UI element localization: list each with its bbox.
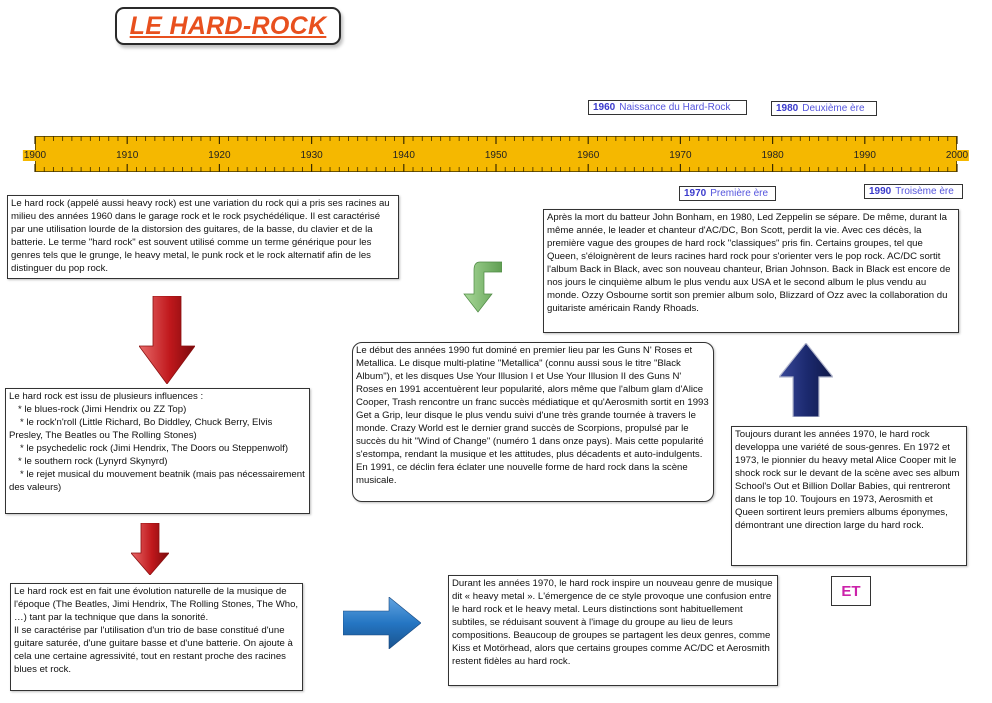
- era-label-1970: [679, 186, 776, 201]
- timeline-year-label: 1970: [669, 150, 692, 161]
- timeline-year-label: 1920: [208, 150, 231, 161]
- seventies-later-text: Toujours durant les années 1970, le hard rock developpa une variété de sous-genres. En 1972 et 1973, le pionnier du heavy metal Alice Cooper mit le shock rock sur le devant de la scène avec ses album School's Out et Billion Dollar Babies, qui rentreront dans le top 10. Toujours en 1973, Aerosmith et Queen sortirent leurs premiers albums éponymes, démontrant une direction large du hard rock.: [735, 429, 960, 532]
- timeline-year-label: 1960: [577, 150, 600, 161]
- evolution-text-p2: Il se caractérise par l'utilisation d'un trio de base constitué d'une guitare saturée, d'une guitare basse et d'une batterie. On ajoute à cela une certaine agressivité, tout en restant proche des racines blues et rock.: [14, 625, 293, 676]
- page-title: LE HARD-ROCK: [129, 11, 327, 40]
- influence-item: * le rock'n'roll (Little Richard, Bo Diddley, Chuck Berry, Elvis Presley, The Beatles ou The Rolling Stones): [9, 417, 273, 442]
- timeline-year-label: 2000: [945, 150, 969, 161]
- seventies-text: Durant les années 1970, le hard rock inspire un nouveau genre de musique dit « heavy metal ». L'émergence de ce style provoque une confusion entre le hard rock et le heavy metal. Leurs distinctions sont habituellement subtiles, se réduisant souvent à l'image du groupe au lieu de leurs compositions. Beaucoup de groupes se partagent les deux genres, comme Kiss et Motörhead, alors que certains groupes comme AC/DC et Aerosmith restent fidèles au hard rock.: [452, 578, 773, 668]
- era-year: 1970: [684, 188, 707, 199]
- timeline-year-label: 1940: [392, 150, 415, 161]
- intro-text-box: [7, 195, 399, 279]
- seventies-later-text-box: [731, 426, 967, 566]
- timeline: [0, 130, 992, 180]
- era-label-1980: [771, 101, 877, 116]
- green-bent-arrow: [462, 258, 502, 314]
- nineties-text: Le début des années 1990 fut dominé en premier lieu par les Guns N' Roses et Metallica. Le disque multi-platine "Metallica" (connu aussi sous le titre "Black Album"), et les disques Use Your Illusion I et Use Your Illusion II des Guns N' Roses en 1991 accentuèrent leur popularité, alors même que l'album glam d'Alice Cooper, Trash rencontre un franc succès médiatique et qu'Aerosmith sortit en 1993 Get a Grip, leur disque le plus vendu suivi d'une très grande tournée à travers le monde. Crazy World est le dernier grand succès de Scorpions, propulsé par le succès du hit "Wind of Change" (numéro 1 dans onze pays). Mais cette popularité s'estompa, rendant la musique et les attitudes, plus décadents et auto-indulgents. En 1991, ce déclin fera éclater une nouvelle forme de hard rock dans la scène musicale.: [356, 345, 709, 487]
- eighties-text: Après la mort du batteur John Bonham, en 1980, Led Zeppelin se sépare. De même, durant la même année, le leader et chanteur d'AC/DC, Bon Scott, perdit la vie. Avec ces décès, la première vague des groupes de hard rock "classiques" pris fin. Certains groupes, tel que Queen, s'éloignèrent de leurs racines hard rock pour s'orienter vers le pop rock. AC/DC sortit l'album Back in Black, avec son nouveau chanteur, Brian Johnson. Back in Black est encore de nos jours le cinquième album le plus vendu aux USA et le second album le plus vendu au monde. Ozzy Osbourne sortit son premier album solo, Blizzard of Ozz avec la collaboration du guitariste américain Randy Rhoads.: [547, 212, 951, 315]
- et-label-box: [831, 576, 871, 606]
- evolution-text-box: [10, 583, 303, 691]
- timeline-year-label: 1950: [484, 150, 508, 161]
- blue-right-arrow: [343, 597, 421, 649]
- influences-heading: Le hard rock est issu de plusieurs influences :: [9, 391, 204, 402]
- influence-item: * le blues-rock (Jimi Hendrix ou ZZ Top): [18, 404, 187, 416]
- era-label-1990: [864, 184, 963, 199]
- et-label: ET: [841, 582, 861, 600]
- era-text: Naissance du Hard-Rock: [619, 102, 731, 113]
- influences-text-box: [5, 388, 310, 514]
- influence-item: * le southern rock (Lynyrd Skynyrd): [18, 456, 168, 468]
- nineties-text-box: [352, 342, 714, 502]
- red-down-arrow-large: [139, 296, 195, 384]
- era-year: 1980: [776, 103, 799, 114]
- influence-item: * le rejet musical du mouvement beatnik (mais pas nécessairement des valeurs): [9, 469, 305, 494]
- timeline-year-label: 1910: [116, 150, 139, 161]
- intro-text: Le hard rock (appelé aussi heavy rock) est une variation du rock qui a pris ses racines au milieu des années 1960 dans le garage rock et le rock psychédélique. Il est caractérisé par une utilisation lourde de la distorsion des guitares, de la basse, du clavier et de la batterie. Le terme "hard rock" est souvent utilisé comme un terme générique pour les genres tels que le grunge, le heavy metal, le punk rock et le rock alternatif afin de les distinguer du pop rock.: [11, 198, 390, 275]
- influence-item: * le psychedelic rock (Jimi Hendrix, The Doors ou Steppenwolf): [20, 443, 289, 455]
- era-label-1960: [588, 100, 747, 115]
- evolution-text-p1: Le hard rock est en fait une évolution naturelle de la musique de l'époque (The Beatles, Jimi Hendrix, The Rolling Stones, The Who, …) tant par la technique que dans la sonorité.: [14, 586, 299, 624]
- era-year: 1990: [869, 186, 892, 197]
- navy-up-arrow: [779, 343, 833, 417]
- era-text: Première ère: [710, 188, 769, 199]
- title-box: [115, 7, 341, 45]
- timeline-year-label: 1980: [761, 150, 784, 161]
- seventies-text-box: [448, 575, 778, 686]
- era-text: Deuxième ère: [802, 103, 865, 114]
- timeline-year-label: 1990: [853, 150, 876, 161]
- timeline-year-label: 1930: [300, 150, 323, 161]
- era-text: Troisème ère: [895, 186, 954, 197]
- era-year: 1960: [593, 102, 616, 113]
- red-down-arrow-small: [131, 523, 169, 575]
- eighties-text-box: [543, 209, 959, 333]
- timeline-year-label: 1900: [23, 150, 47, 161]
